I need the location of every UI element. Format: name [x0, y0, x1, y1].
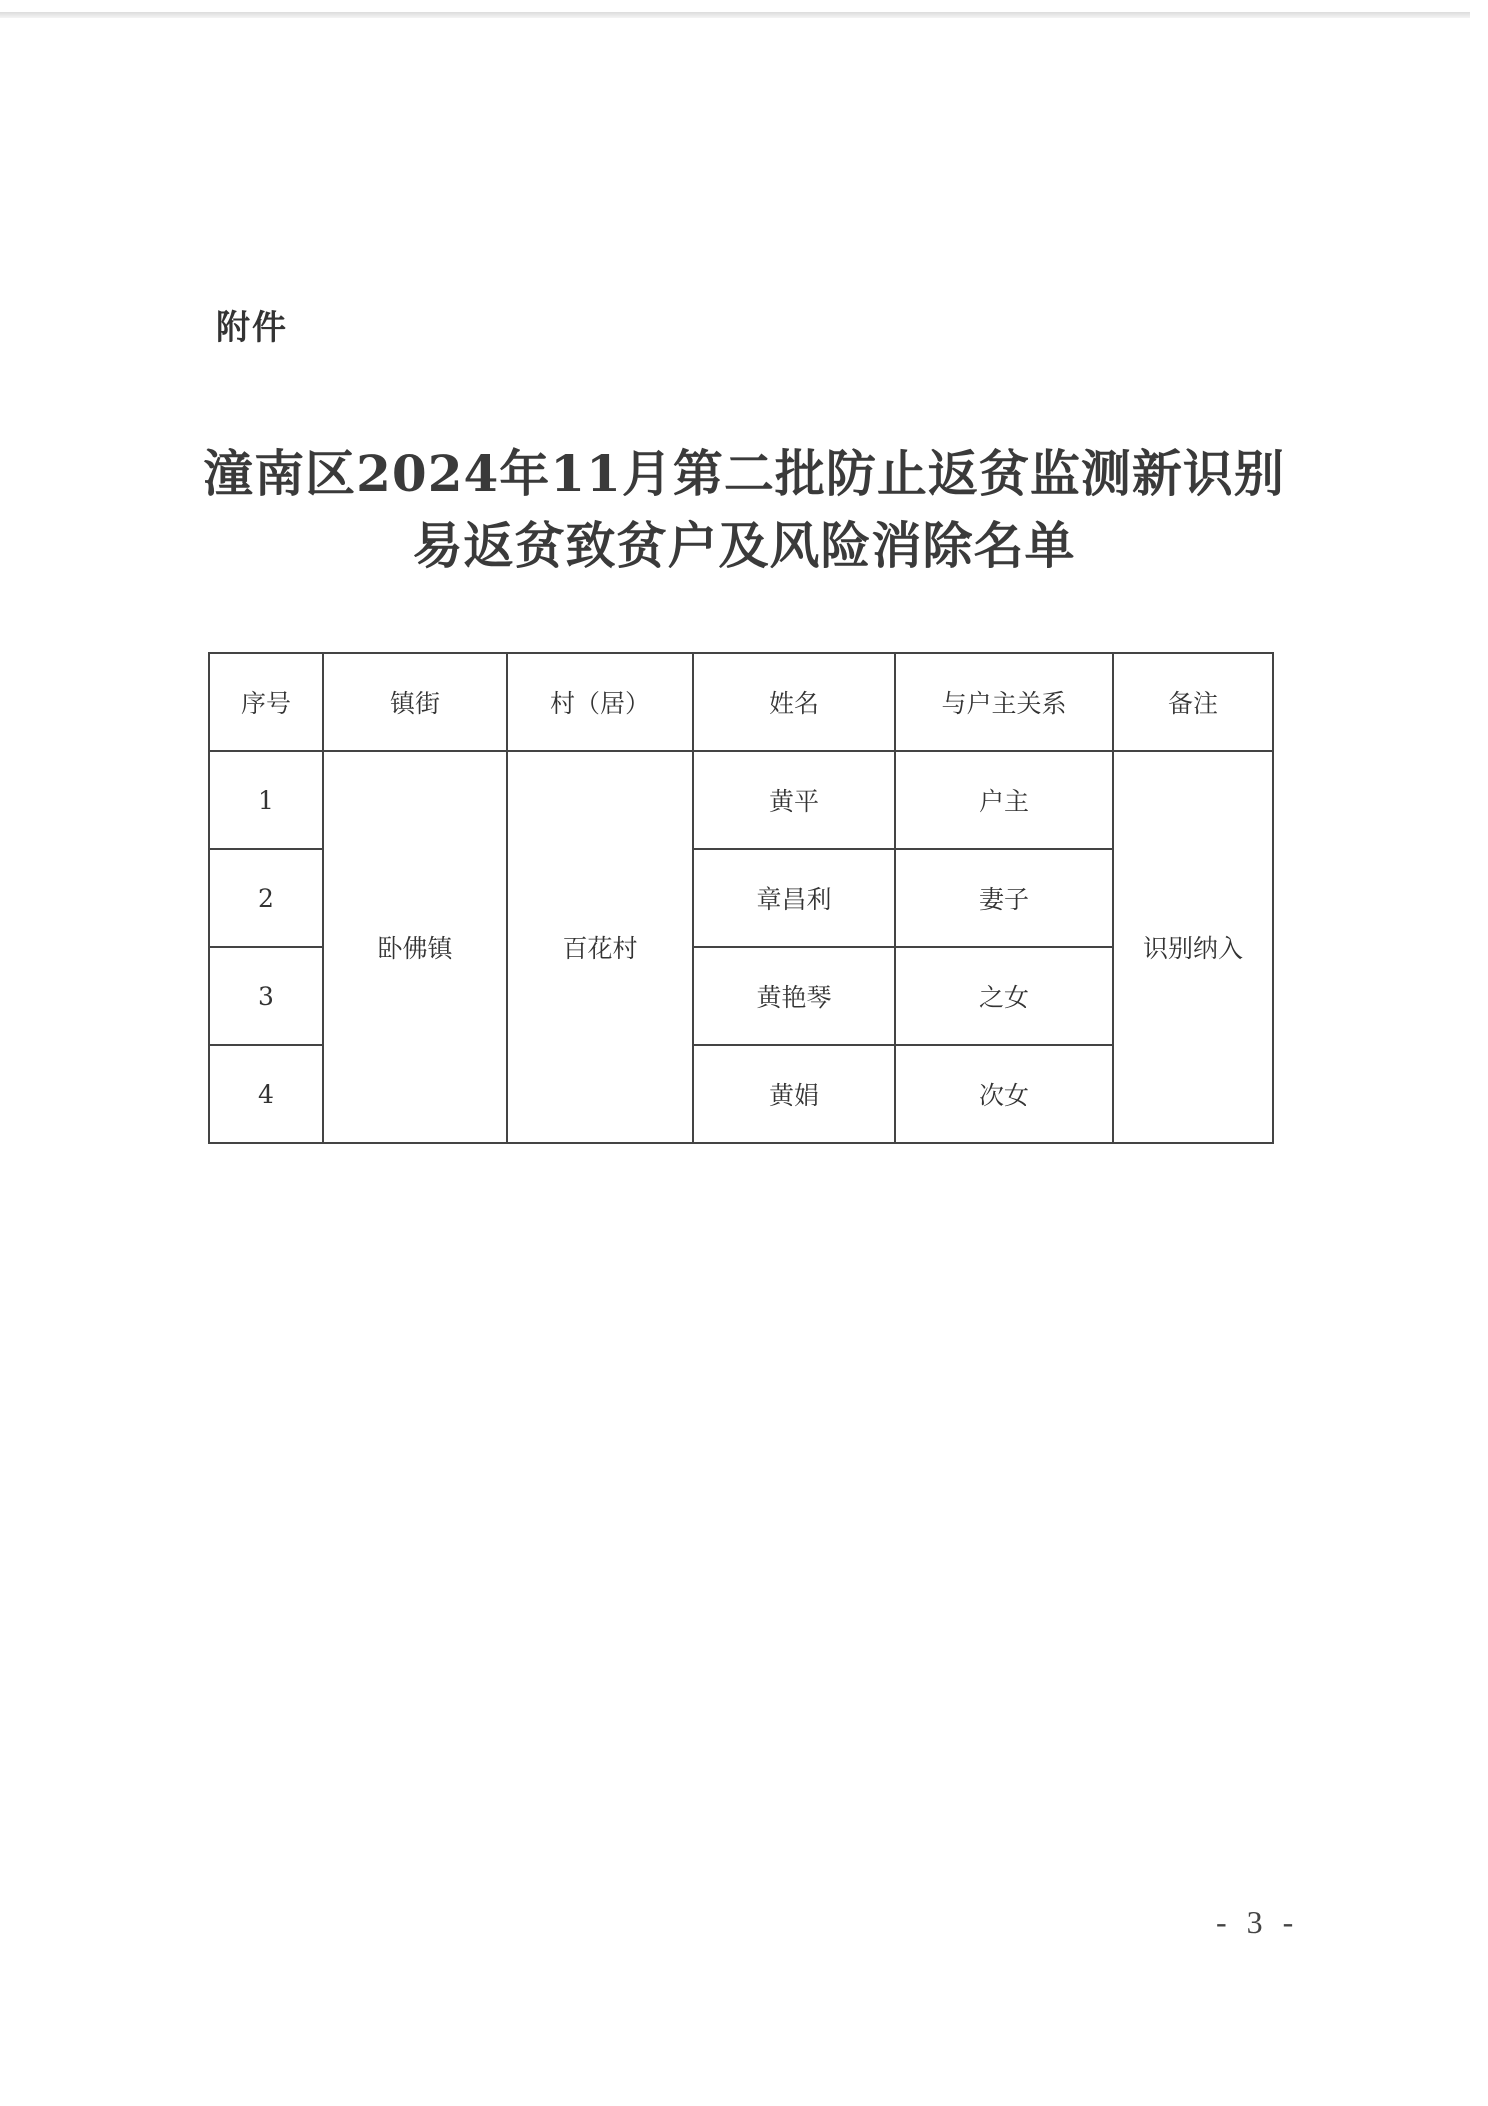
- cell-village: 百花村: [507, 751, 693, 1143]
- document-title: [150, 438, 1338, 582]
- cell-serial: 3: [209, 947, 323, 1045]
- cell-name: 章昌利: [693, 849, 895, 947]
- household-table: [208, 652, 1274, 1144]
- header-relation: 与户主关系: [895, 653, 1113, 751]
- cell-town: 卧佛镇: [323, 751, 507, 1143]
- header-note: 备注: [1113, 653, 1273, 751]
- cell-serial: 2: [209, 849, 323, 947]
- cell-serial: 1: [209, 751, 323, 849]
- title-line-1: 潼南区2024年11月第二批防止返贫监测新识别: [203, 444, 1285, 503]
- header-serial: 序号: [209, 653, 323, 751]
- cell-relation: 次女: [895, 1045, 1113, 1143]
- cell-name: 黄娟: [693, 1045, 895, 1143]
- header-town: 镇街: [323, 653, 507, 751]
- cell-relation: 之女: [895, 947, 1113, 1045]
- title-line-2: 易返贫致贫户及风险消除名单: [412, 516, 1076, 575]
- cell-name: 黄艳琴: [693, 947, 895, 1045]
- page-number: - 3 -: [1216, 1904, 1300, 1940]
- header-village: 村（居）: [507, 653, 693, 751]
- scan-top-edge: [0, 12, 1470, 18]
- cell-name: 黄平: [693, 751, 895, 849]
- header-name: 姓名: [693, 653, 895, 751]
- cell-note: 识别纳入: [1113, 751, 1273, 1143]
- cell-relation: 妻子: [895, 849, 1113, 947]
- attachment-label: 附件: [216, 308, 288, 348]
- table-header-row: [209, 653, 1273, 751]
- table-row: [209, 751, 1273, 849]
- cell-relation: 户主: [895, 751, 1113, 849]
- cell-serial: 4: [209, 1045, 323, 1143]
